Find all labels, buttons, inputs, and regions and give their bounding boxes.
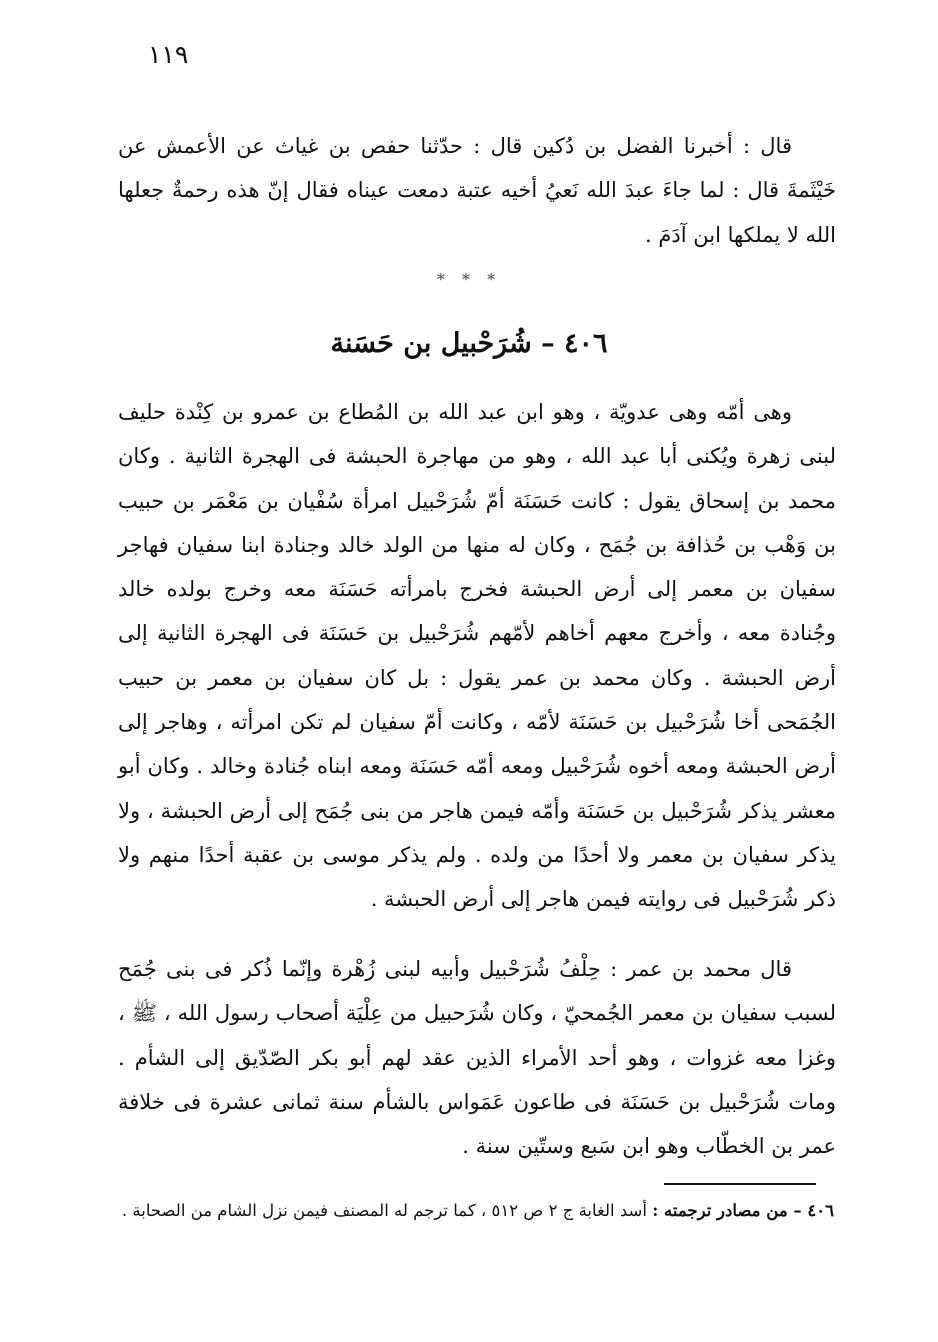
paragraph-biography-continued	[118, 947, 836, 1168]
footnote-text: أسد الغابة ج ٢ ص ٥١٢ ، كما ترجم له المصنف فيمن نزل الشام من الصحابة .	[121, 1201, 647, 1220]
entry-heading: ٤٠٦ – شُرَحْبيل بن حَسَنة	[330, 328, 608, 359]
paragraph-biography	[118, 390, 836, 922]
footnote-divider	[664, 1183, 816, 1185]
page-number: ١١٩	[148, 40, 189, 69]
paragraph-text: وهى أمّه وهى عدويّة ، وهو ابن عبد الله بن المُطاع بن عمرو بن كِنْدة حليف لبنى زهرة ويُكنى أبا عبد الله ، وهو من مهاجرة الحبشة فى الهجرة الثانية . وكان محمد بن إسحاق يقول : كانت حَسَنَة أمّ شُرَحْبيل امرأة سُفْيان بن مَعْمَر بن حبيب بن وَهْب بن حُذافة بن جُمَح ، وكان له منها من الولد خالد وجنادة ابنا سفيان فهاجر سفيان بن معمر إلى أرض الحبشة فخرج بامرأته حَسَنَة معه وخرج بولده خالد وجُنادة معه ، وأخرج معهم أخاهم لأمّهم شُرَحْبيل بن حَسَنَة فى الهجرة الثانية إلى أرض الحبشة . وكان محمد بن عمر يقول : بل كان سفيان بن معمر بن حبيب الجُمَحى أخا شُرَحْبيل بن حَسَنَة لأمّه ، وكانت أمّ سفيان لم تكن امرأته ، وهاجر إلى أرض الحبشة ومعه أخوه شُرَحْبيل ومعه أمّه حَسَنَة ومعه ابناه جُنادة وخالد . وكان أبو معشر يذكر شُرَحْبيل بن حَسَنَة وأمّه فيمن هاجر من بنى جُمَح إلى أرض الحبشة ، ولا يذكر سفيان بن معمر ولا أحدًا من ولده . ولم يذكر موسى بن عقبة أحدًا منهم ولا ذكر شُرَحْبيل فى روايته فيمن هاجر إلى أرض الحبشة .	[118, 400, 836, 912]
paragraph-text: قال : أخبرنا الفضل بن دُكين قال : حدّثنا حفص بن غياث عن الأعمش عن خَيْثَمةَ قال : لما جاءَ عبدَ الله نَعيُ أخيه عتبة دمعت عيناه فقال إنّ هذه رحمةٌ جعلها الله لا يملكها ابن آدَمَ .	[118, 134, 836, 247]
paragraph-narration	[118, 124, 836, 257]
section-separator: * * *	[436, 270, 502, 289]
footnote	[118, 1190, 834, 1232]
paragraph-text: قال محمد بن عمر : حِلْفُ شُرَحْبيل وأبيه لبنى زُهْرة وإنّما ذُكر فى بنى جُمَح لسبب سفيان بن معمر الجُمحيّ ، وكان شُرَحبيل من عِلْيَة أصحاب رسول الله ، ﷺ ، وغزا معه غزوات ، وهو أحد الأمراء الذين عقد لهم أبو بكر الصّدّيق إلى الشأم . ومات شُرَحْبيل بن حَسَنَة فى طاعون عَمَواس بالشأم سنة ثمانى عشرة فى خلافة عمر بن الخطّاب وهو ابن سَبع وستّين سنة .	[118, 957, 836, 1159]
footnote-label: ٤٠٦ – من مصادر ترجمته :	[652, 1201, 834, 1220]
